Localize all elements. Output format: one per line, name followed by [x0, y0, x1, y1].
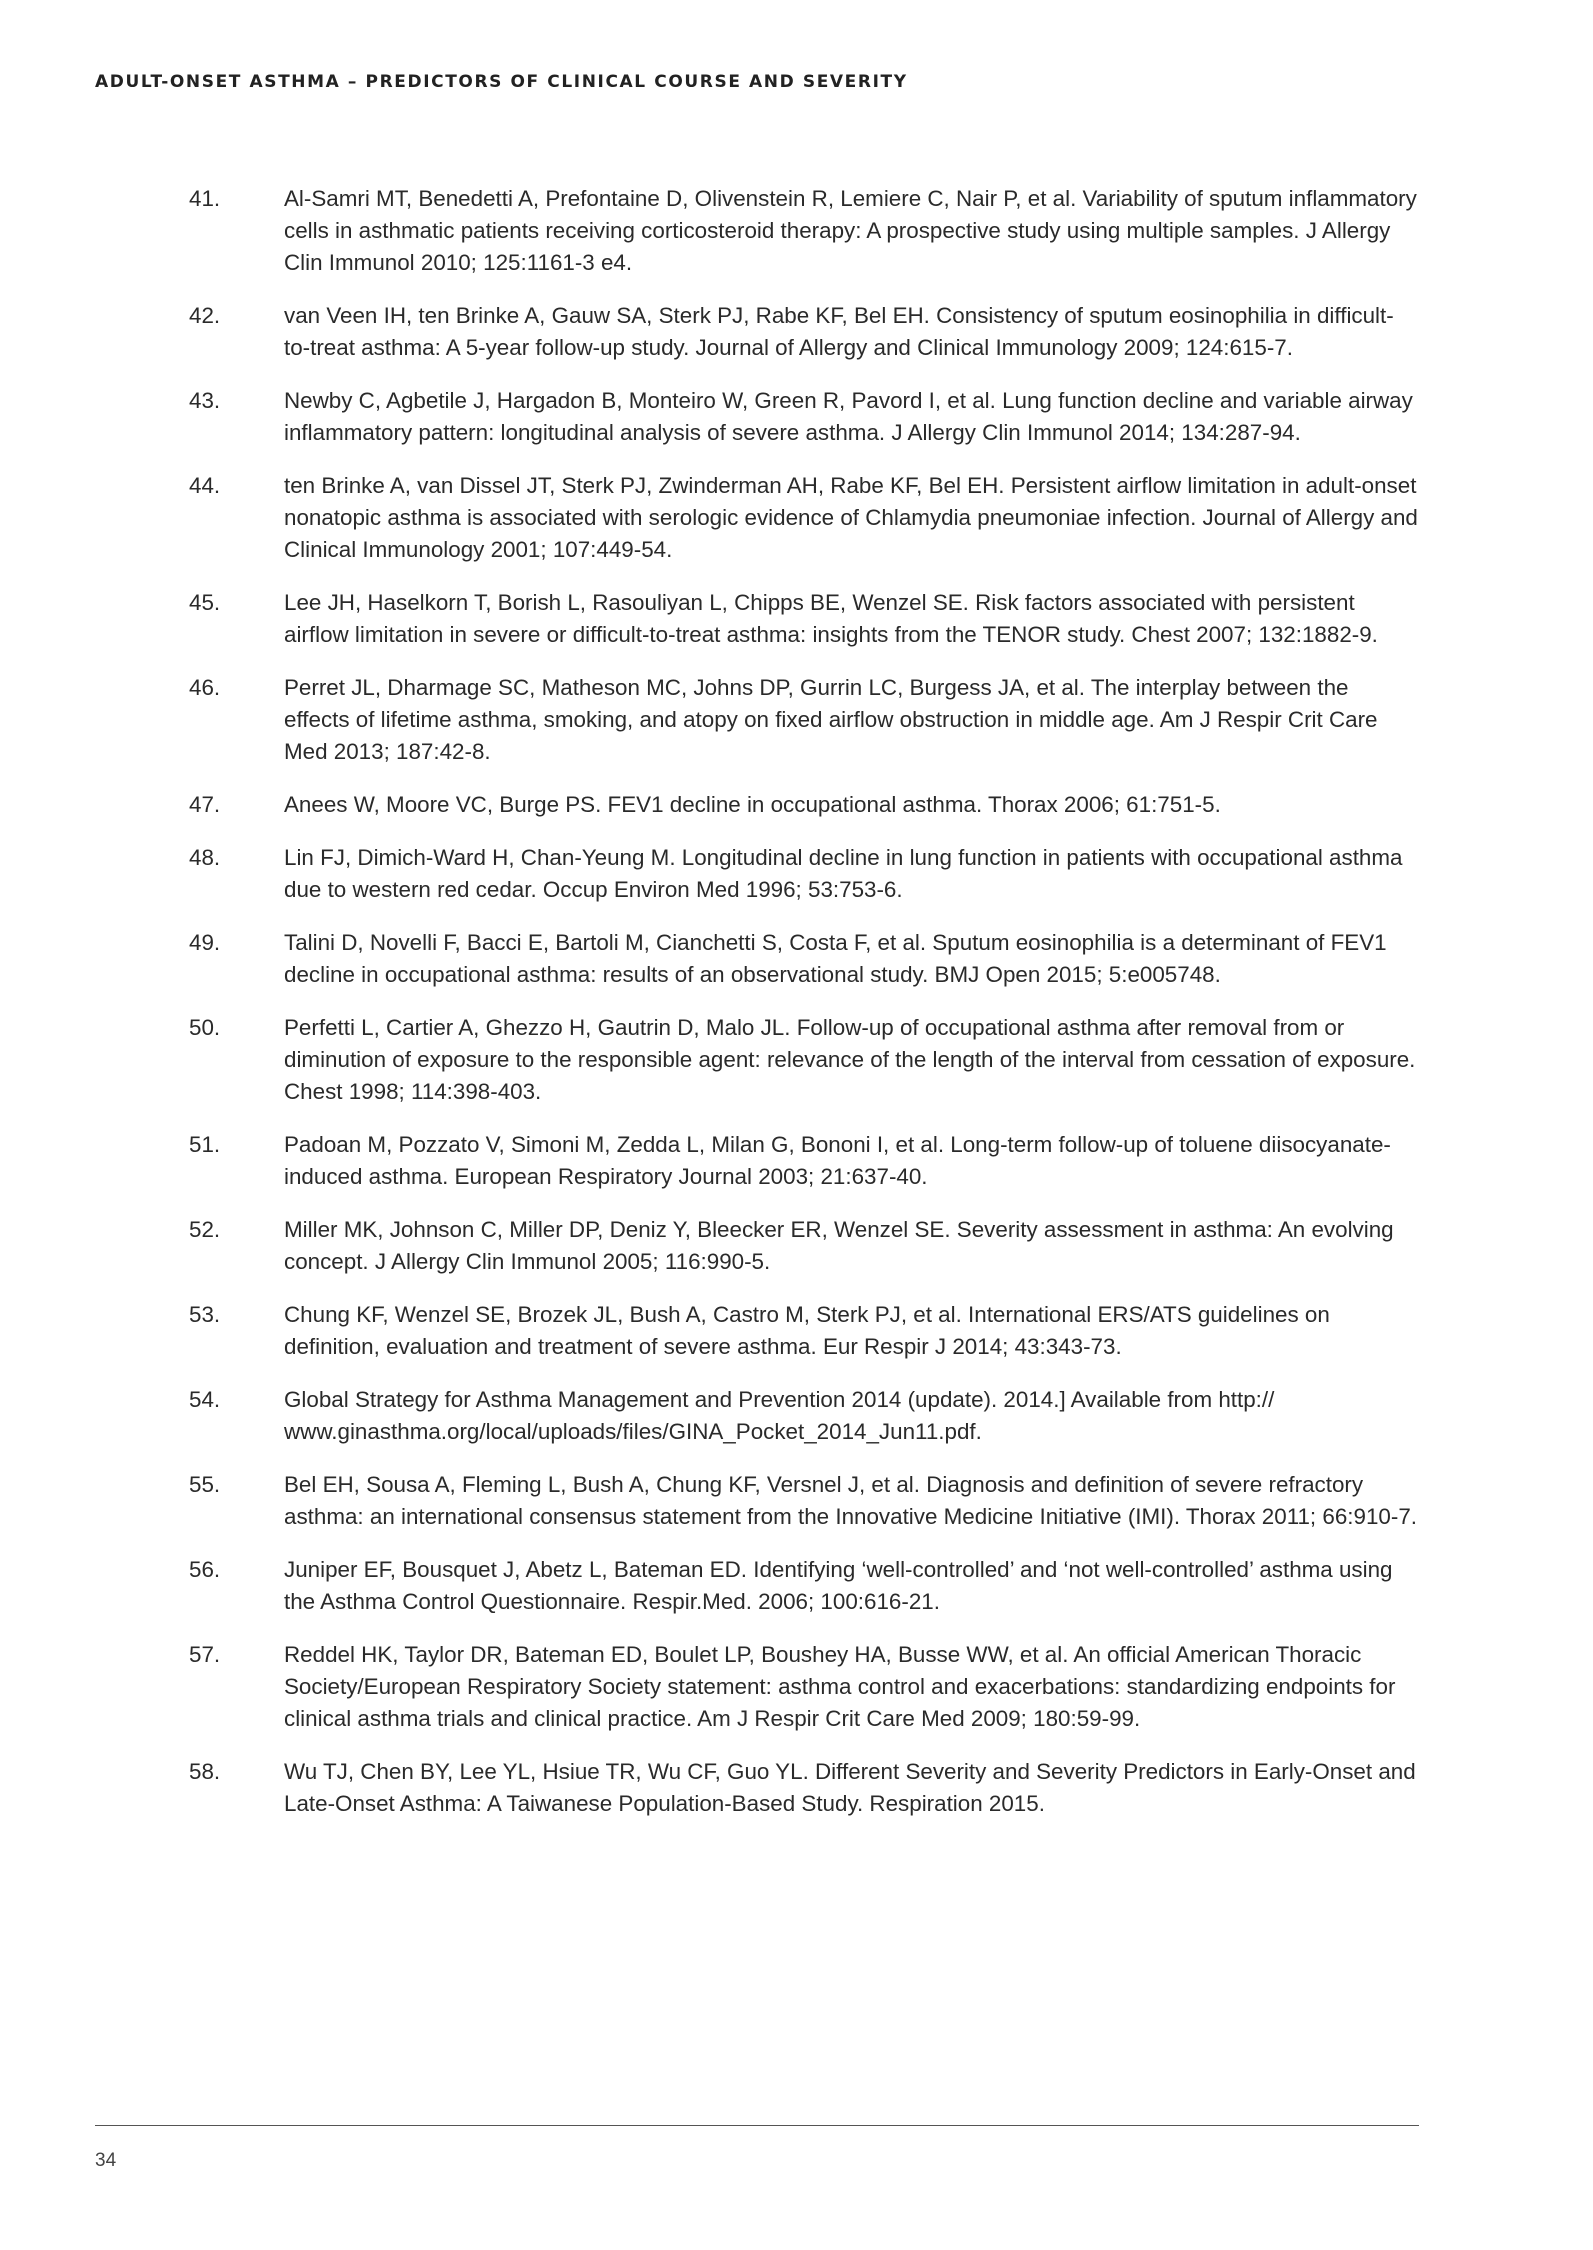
reference-text: Al-Samri MT, Benedetti A, Prefontaine D, Olivenstein R, Lemiere C, Nair P, et al. Variability of sputum inflammatory cells in asthmatic patients receiving corticosteroid therapy: A prospective study using multiple samples. J Allergy Clin Immunol 2010; 125:1161-3 e4. — [284, 186, 1417, 275]
reference-text: Padoan M, Pozzato V, Simoni M, Zedda L, Milan G, Bononi I, et al. Long-term follow-up of toluene diisocyanate-induced asthma. European Respiratory Journal 2003; 21:637-40. — [284, 1132, 1391, 1189]
reference-number: 56. — [189, 1557, 221, 1582]
reference-text: Anees W, Moore VC, Burge PS. FEV1 decline in occupational asthma. Thorax 2006; 61:751-5. — [284, 792, 1221, 817]
reference-item — [189, 1012, 1419, 1108]
reference-number: 52. — [189, 1217, 221, 1242]
reference-number: 50. — [189, 1015, 221, 1040]
reference-text: Perfetti L, Cartier A, Ghezzo H, Gautrin D, Malo JL. Follow-up of occupational asthma after removal from or diminution of exposure to the responsible agent: relevance of the length of the interval from cessation of exposure. Chest 1998; 114:398-403. — [284, 1015, 1416, 1104]
reference-text: Perret JL, Dharmage SC, Matheson MC, Johns DP, Gurrin LC, Burgess JA, et al. The interplay between the effects of lifetime asthma, smoking, and atopy on fixed airflow obstruction in middle age. Am J Respir Crit Care Med 2013; 187:42-8. — [284, 675, 1378, 764]
reference-number: 49. — [189, 930, 221, 955]
reference-text: Global Strategy for Asthma Management and Prevention 2014 (update). 2014.] Available from http:// www.ginasthma.org/local/uploads/files/GINA_Pocket_2014_Jun11.pdf. — [284, 1387, 1275, 1444]
reference-text: Juniper EF, Bousquet J, Abetz L, Bateman ED. Identifying ‘well-controlled’ and ‘not well-controlled’ asthma using the Asthma Control Questionnaire. Respir.Med. 2006; 100:616-21. — [284, 1557, 1393, 1614]
reference-item — [189, 1384, 1419, 1448]
reference-item — [189, 1129, 1419, 1193]
reference-number: 57. — [189, 1642, 221, 1667]
reference-text: Lin FJ, Dimich-Ward H, Chan-Yeung M. Longitudinal decline in lung function in patients with occupational asthma due to western red cedar. Occup Environ Med 1996; 53:753-6. — [284, 845, 1403, 902]
reference-number: 41. — [189, 186, 221, 211]
reference-item — [189, 300, 1419, 364]
reference-item — [189, 385, 1419, 449]
reference-text: ten Brinke A, van Dissel JT, Sterk PJ, Zwinderman AH, Rabe KF, Bel EH. Persistent airflow limitation in adult-onset nonatopic asthma is associated with serologic evidence of Chlamydia pneumoniae infection. Journal of Allergy and Clinical Immunology 2001; 107:449-54. — [284, 473, 1418, 562]
reference-item — [189, 183, 1419, 279]
footer-divider — [95, 2125, 1419, 2126]
reference-item — [189, 672, 1419, 768]
reference-text: van Veen IH, ten Brinke A, Gauw SA, Sterk PJ, Rabe KF, Bel EH. Consistency of sputum eosinophilia in difficult-to-treat asthma: A 5-year follow-up study. Journal of Allergy and Clinical Immunology 2009; 124:615-7. — [284, 303, 1394, 360]
reference-number: 43. — [189, 388, 221, 413]
reference-item — [189, 1639, 1419, 1735]
running-header: ADULT-ONSET ASTHMA – PREDICTORS OF CLINICAL COURSE AND SEVERITY — [95, 72, 908, 92]
reference-item — [189, 1554, 1419, 1618]
reference-number: 55. — [189, 1472, 221, 1497]
reference-number: 53. — [189, 1302, 221, 1327]
reference-text: Lee JH, Haselkorn T, Borish L, Rasouliyan L, Chipps BE, Wenzel SE. Risk factors associated with persistent airflow limitation in severe or difficult-to-treat asthma: insights from the TENOR study. Chest 2007; 132:1882-9. — [284, 590, 1378, 647]
reference-number: 45. — [189, 590, 221, 615]
reference-number: 46. — [189, 675, 221, 700]
reference-number: 44. — [189, 473, 221, 498]
reference-item — [189, 1299, 1419, 1363]
reference-item — [189, 470, 1419, 566]
reference-number: 42. — [189, 303, 221, 328]
reference-number: 47. — [189, 792, 221, 817]
reference-item — [189, 842, 1419, 906]
reference-item — [189, 587, 1419, 651]
reference-list — [189, 183, 1419, 1841]
reference-number: 54. — [189, 1387, 221, 1412]
reference-text: Wu TJ, Chen BY, Lee YL, Hsiue TR, Wu CF, Guo YL. Different Severity and Severity Predictors in Early-Onset and Late-Onset Asthma: A Taiwanese Population-Based Study. Respiration 2015. — [284, 1759, 1416, 1816]
reference-number: 51. — [189, 1132, 221, 1157]
reference-text: Talini D, Novelli F, Bacci E, Bartoli M, Cianchetti S, Costa F, et al. Sputum eosinophilia is a determinant of FEV1 decline in occupational asthma: results of an observational study. BMJ Open 2015; 5:e005748. — [284, 930, 1387, 987]
reference-text: Chung KF, Wenzel SE, Brozek JL, Bush A, Castro M, Sterk PJ, et al. International ERS/ATS guidelines on definition, evaluation and treatment of severe asthma. Eur Respir J 2014; 43:343-73. — [284, 1302, 1330, 1359]
reference-text: Miller MK, Johnson C, Miller DP, Deniz Y, Bleecker ER, Wenzel SE. Severity assessment in asthma: An evolving concept. J Allergy Clin Immunol 2005; 116:990-5. — [284, 1217, 1394, 1274]
reference-item — [189, 1756, 1419, 1820]
reference-text: Bel EH, Sousa A, Fleming L, Bush A, Chung KF, Versnel J, et al. Diagnosis and definition of severe refractory asthma: an international consensus statement from the Innovative Medicine Initiative (IMI). Thorax 2011; 66:910-7. — [284, 1472, 1417, 1529]
page-number: 34 — [95, 2150, 117, 2171]
reference-item — [189, 1214, 1419, 1278]
reference-text: Reddel HK, Taylor DR, Bateman ED, Boulet LP, Boushey HA, Busse WW, et al. An official American Thoracic Society/European Respiratory Society statement: asthma control and exacerbations: standardizing endpoints for clinical asthma trials and clinical practice. Am J Respir Crit Care Med 2009; 180:59-99. — [284, 1642, 1396, 1731]
reference-number: 48. — [189, 845, 221, 870]
reference-item — [189, 927, 1419, 991]
reference-item — [189, 1469, 1419, 1533]
reference-item — [189, 789, 1419, 821]
reference-number: 58. — [189, 1759, 221, 1784]
reference-text: Newby C, Agbetile J, Hargadon B, Monteiro W, Green R, Pavord I, et al. Lung function decline and variable airway inflammatory pattern: longitudinal analysis of severe asthma. J Allergy Clin Immunol 2014; 134:287-94. — [284, 388, 1413, 445]
